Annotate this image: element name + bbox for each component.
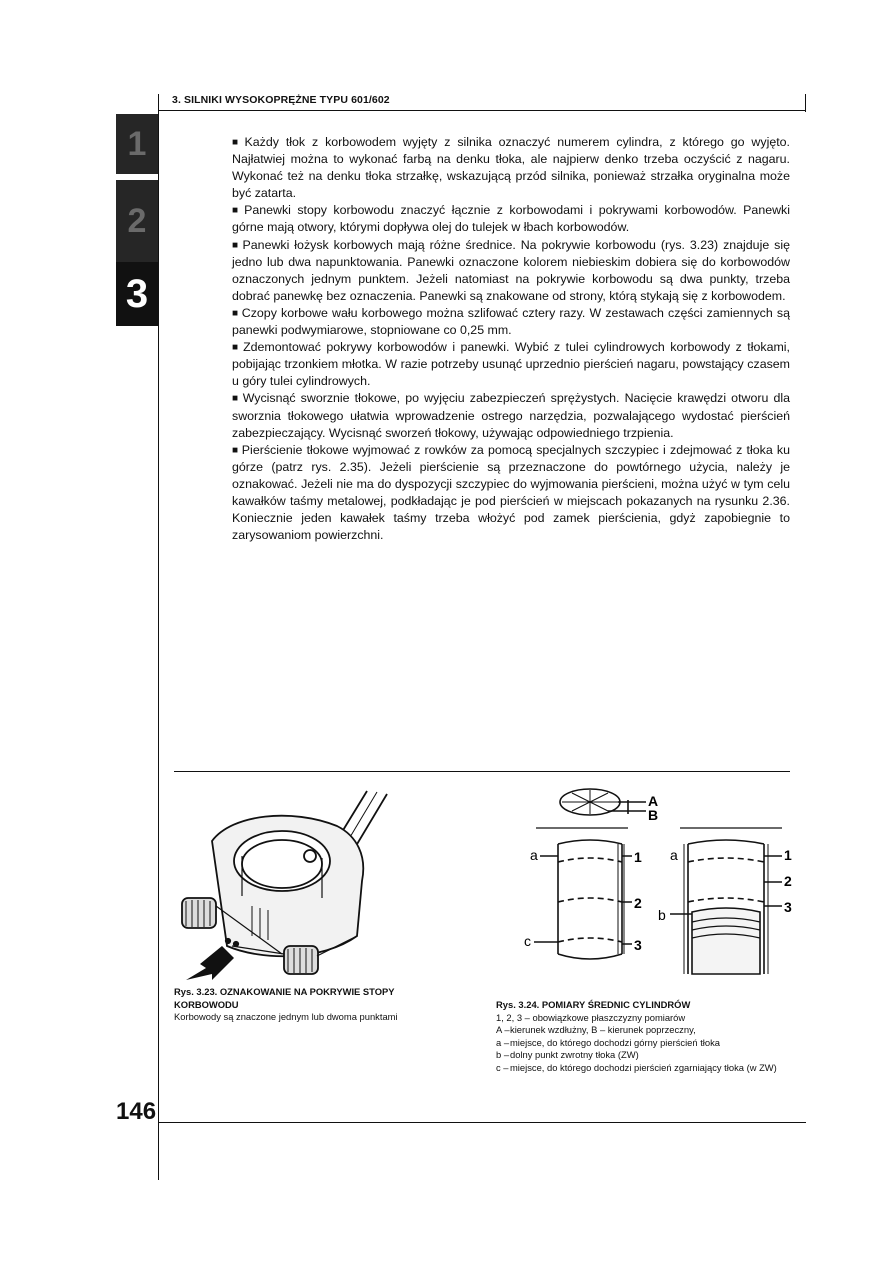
chapter-tab-1 bbox=[116, 114, 158, 174]
label-1-left: 1 bbox=[634, 849, 642, 865]
legend-line: b – dolny punkt zwrotny tłoka (ZW) bbox=[496, 1049, 639, 1061]
chapter-tab-3-label: 3 bbox=[125, 272, 149, 316]
running-header: 3. SILNIKI WYSOKOPRĘŻNE TYPU 601/602 bbox=[172, 94, 390, 106]
figure-3-23-text: Korbowody są znaczone jednym lub dwoma punktami bbox=[174, 1011, 398, 1023]
right-margin-rule bbox=[805, 94, 806, 112]
chapter-tab-2 bbox=[116, 180, 158, 262]
legend-line: a – miejsce, do którego dochodzi górny pierścień tłoka bbox=[496, 1036, 721, 1048]
figure-3-24-caption bbox=[496, 999, 796, 1075]
paragraph: ■ Zdemontować pokrywy korbowodów i panewki. Wybić z tulei cylindrowych korbowody z tłokami, pobijając trzonkiem młotka. W razie potrzeby usunąć uprzednio pierścień nagaru, powstający czasem u góry tulei cylindrowych. bbox=[232, 340, 790, 389]
paragraph: ■ Każdy tłok z korbowodem wyjęty z silnika oznaczyć numerem cylindra, z którego go wyjęto. Najłatwiej można to wykonać farbą na denku tłoka, ale najpierw denko trzeba oczyścić z nagaru. Wykonać też na denku tłoka strzałkę, wskazującą przód silnika, ponieważ strzałka oryginalna może być zatarta. bbox=[232, 135, 790, 201]
paragraph: ■ Pierścienie tłokowe wyjmować z rowków za pomocą specjalnych szczypiec i zdejmować z tłoka ku górze (patrz rys. 2.35). Jeżeli pierścienie są przeznaczone do powtórnego użycia, należy je oznakować. Jeżeli nie ma do dyspozycji szczypiec do wyjmowania pierścieni, można użyć w tym celu kawałków taśmy metalowej, podkładając je pod pierścień w miejscach pokazanych na rysunku 2.36. Koniecznie jeden kawałek taśmy trzeba włożyć pod zamek pierścienia, gdyż zapobiegnie to zarysowaniom powierzchni. bbox=[232, 442, 790, 543]
label-2-right: 2 bbox=[784, 873, 792, 889]
chapter-tab-3 bbox=[116, 262, 158, 326]
footer-rule bbox=[158, 1122, 806, 1123]
label-1-right: 1 bbox=[784, 847, 792, 863]
arrow-icon bbox=[186, 946, 234, 980]
label-2-left: 2 bbox=[634, 895, 642, 911]
page-number: 146 bbox=[116, 1098, 157, 1125]
label-3-left: 3 bbox=[634, 937, 642, 953]
chapter-tab-1-label: 1 bbox=[127, 125, 147, 163]
paragraph: ■ Czopy korbowe wału korbowego można szlifować cztery razy. W zestawach części zamiennych są panewki podwymiarowe, stopniowane co 0,25 mm. bbox=[232, 305, 790, 338]
figure-3-23-title: Rys. 3.23. OZNAKOWANIE NA POKRYWIE STOPY KORBOWODU bbox=[174, 986, 395, 1010]
label-a: a bbox=[530, 847, 538, 863]
label-b: b bbox=[658, 907, 666, 923]
legend-line: A – kierunek wzdłużny, B – kierunek poprzeczny, bbox=[496, 1024, 696, 1036]
label-a-right: a bbox=[670, 847, 678, 863]
label-3-right: 3 bbox=[784, 899, 792, 915]
label-A: A bbox=[648, 793, 659, 809]
cylinder-measurement-diagram bbox=[520, 784, 800, 984]
figure-3-24-title: Rys. 3.24. POMIARY ŚREDNIC CYLINDRÓW bbox=[496, 999, 691, 1010]
left-margin-rule bbox=[158, 94, 159, 1180]
figure-3-23-caption bbox=[174, 986, 444, 1024]
paragraph: ■ Panewki stopy korbowodu znaczyć łącznie z korbowodami i pokrywami korbowodów. Panewki górne mają otwory, którymi dopływa olej do tulejek w łbach korbowodów. bbox=[232, 203, 791, 235]
paragraph: ■ Wycisnąć sworznie tłokowe, po wyjęciu zabezpieczeń sprężystych. Nacięcie krawędzi otworu dla sworznia tłokowego ułatwia wprowadzenie ostrego narzędzia, pozwalającego wydostać pierścień zabezpieczający. Wycisnąć sworzeń tłokowy, używając odpowiedniego trzpienia. bbox=[232, 391, 790, 440]
label-c: c bbox=[524, 933, 531, 949]
paragraph: ■ Panewki łożysk korbowych mają różne średnice. Na pokrywie korbowodu (rys. 3.23) znajduje się jedno lub dwa napunktowania. Panewki oznaczone kolorem niebieskim dobiera się do korbowodów oznaczonych jednym punktem. Jeżeli natomiast na pokrywie korbowodu są dwa punkty, trzeba dobrać panewkę bez oznaczenia. Panewki są znakowane od strony, którą stykają się z korbowodem. bbox=[232, 237, 790, 303]
connecting-rod-illustration bbox=[172, 786, 452, 986]
chapter-tab-2-label: 2 bbox=[127, 202, 147, 240]
legend-line: c – miejsce, do którego dochodzi pierścień zgarniający tłoka (w ZW) bbox=[496, 1061, 777, 1073]
body-text bbox=[232, 134, 790, 544]
label-B: B bbox=[648, 807, 659, 823]
header-rule bbox=[158, 110, 806, 111]
figure-divider bbox=[174, 771, 790, 772]
legend-line: 1, 2, 3 – obowiązkowe płaszczyzny pomiarów bbox=[496, 1011, 686, 1023]
